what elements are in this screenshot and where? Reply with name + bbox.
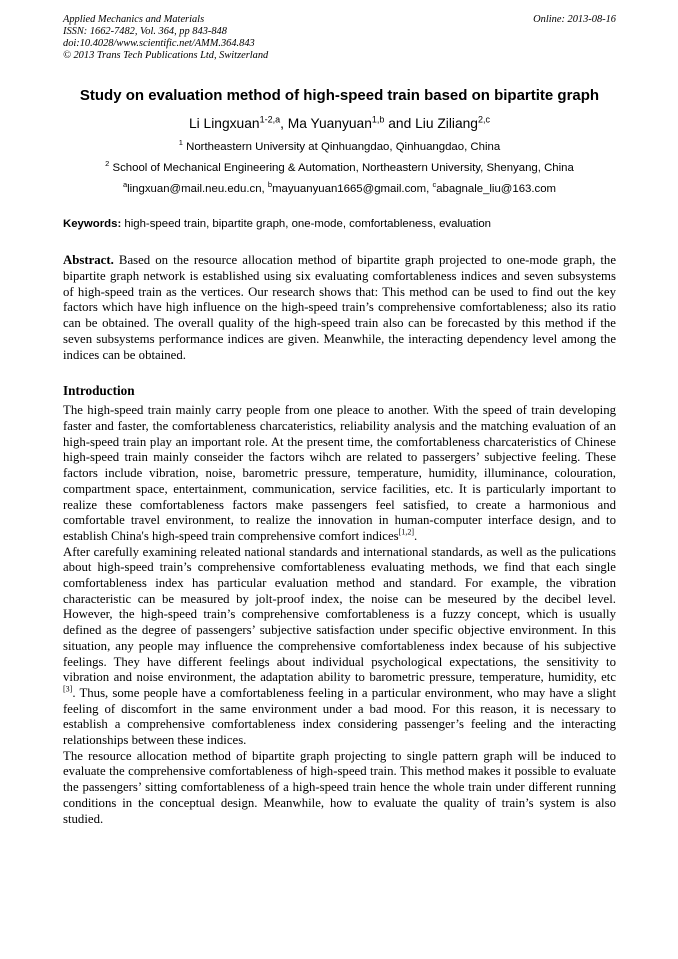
author-affiliation-marker: 1,b bbox=[371, 114, 385, 125]
email-address: abagnale_liu@163.com bbox=[436, 183, 557, 196]
email-address: mayuanyuan1665@gmail.com bbox=[272, 183, 427, 196]
journal-header bbox=[63, 14, 616, 62]
author-affiliation-marker: 2,c bbox=[477, 114, 490, 125]
paragraph-text: The resource allocation method of bipartite graph projecting to single pattern graph will be induced to evaluate the comprehensive comfortableness of high-speed train. This method makes it possible to evaluate the passengers’ sitting comfortableness of a high-speed train hence the whole train under different running conditions in the conceptual design. Meanwhile, how to evaluate the quality of train’s system is also studied. bbox=[63, 748, 616, 826]
affiliation-line bbox=[63, 139, 616, 155]
journal-doi-line: doi:10.4028/www.scientific.net/AMM.364.843 bbox=[63, 38, 255, 50]
author-name: Liu Ziliang bbox=[415, 116, 478, 132]
reference-marker: [1,2] bbox=[398, 527, 414, 537]
paragraph-text: . bbox=[413, 528, 418, 543]
email-marker: c bbox=[432, 180, 437, 190]
body-paragraph bbox=[63, 749, 616, 828]
emails-line bbox=[63, 181, 616, 197]
online-date: Online: 2013-08-16 bbox=[533, 14, 616, 25]
abstract-label: Abstract. bbox=[63, 253, 114, 268]
affiliation-marker: 1 bbox=[178, 138, 183, 148]
abstract-text: Based on the resource allocation method of bipartite graph projected to one-mode graph, the bipartite graph network is established using six evaluating comfortableness indices and seven subsystems of high-speed train as the vertices. Our research shows that: This method can be used to find out the key factors which have high influence on the high-speed train’s comprehensive comfortableness; also its ratio can be obtained. The overall quality of the high-speed train also can be forecasted by this method if the seven subsystems performance indices are given. Meanwhile, the interacting dependency level among the indices can be obtained. bbox=[63, 253, 616, 362]
paragraph-text: After carefully examining releated national standards and international standards, as well as the pulications about high-speed train’s comprehensive comfortableness evaluating methods, we find that each single comfortableness index has particular evaluation method and standard. For example, the vibration characteristic can be measured by jolt-proof index, the noise can be meseured by the decibel level. However, the high-speed train’s comprehensive comfortableness is a fuzzy concept, which is usually defined as the degree of passengers’ subjective satisfaction under specific objective environment. In this situation, any people may influence the comprehensive comfortableness index because of his subjective feelings. They have different feelings about individual psychological expectations, the sensitivity to vibration and noise environment, the adaptation ability to barometric pressure, temperature, humidity, etc bbox=[63, 544, 616, 685]
journal-issn-line: ISSN: 1662-7482, Vol. 364, pp 843-848 bbox=[63, 26, 227, 38]
email-address: lingxuan@mail.neu.edu.cn bbox=[127, 183, 262, 196]
affiliations-block bbox=[63, 139, 616, 176]
authors-line bbox=[63, 114, 616, 134]
keywords-label: Keywords: bbox=[63, 218, 122, 231]
body-paragraph bbox=[63, 545, 616, 749]
keywords-text: high-speed train, bipartite graph, one-mode, comfortableness, evaluation bbox=[121, 218, 492, 231]
affiliation-text: School of Mechanical Engineering & Automation, Northeastern University, Shenyang, China bbox=[109, 162, 574, 175]
email-marker: b bbox=[267, 180, 273, 190]
journal-meta bbox=[63, 14, 268, 62]
email-separator: , bbox=[261, 183, 268, 196]
author-name: Ma Yuanyuan bbox=[287, 116, 372, 132]
section-heading-introduction: Introduction bbox=[63, 383, 135, 399]
author-name: Li Lingxuan bbox=[188, 116, 260, 132]
reference-marker: [3] bbox=[63, 684, 73, 694]
affiliation-line bbox=[63, 160, 616, 176]
email-separator: , bbox=[426, 183, 433, 196]
author-separator: and bbox=[384, 116, 416, 132]
paragraph-text: The high-speed train mainly carry people from one pleace to another. With the speed of train developing faster and faster, the comfortableness charcateristics, reliability analysis and the matching evaluation of an high-speed train play an important role. At the present time, the comfortableness charcateristics of Chinese high-speed train mainly conseider the factors wihch are related to passergers’ subjective feeling. These factors include vibration, noise, barometric pressure, temperature, humidity, illuminance, colouration, compartment space, entertainment, communication, service facilities, etc. It is particularly important to realize these comfortableness factors make passengers feel satisfied, to create a harmonious and comfortable travel environment, to realize the innovation in human-computer interface design, and to establish China's high-speed train comprehensive comfort indices bbox=[63, 403, 616, 543]
introduction-body bbox=[63, 403, 616, 827]
body-paragraph bbox=[63, 403, 616, 544]
abstract-paragraph bbox=[63, 253, 616, 363]
keywords-line bbox=[63, 217, 616, 232]
journal-copyright-line: © 2013 Trans Tech Publications Ltd, Switzerland bbox=[63, 50, 269, 62]
email-marker: a bbox=[122, 180, 128, 190]
author-affiliation-marker: 1-2,a bbox=[259, 114, 281, 125]
affiliation-text: Northeastern University at Qinhuangdao, Qinhuangdao, China bbox=[182, 141, 501, 154]
journal-title: Applied Mechanics and Materials bbox=[63, 14, 205, 25]
author-separator: , bbox=[280, 116, 288, 132]
affiliation-marker: 2 bbox=[105, 159, 110, 169]
paragraph-text: . Thus, some people have a comfortableness feeling in a particular environment, who may have a slight feeling of discomfort in the same environment under a bad mood. For this reason, it is necessary to establish a comprehensive comfortableness index considering passenger’s feeling and the interacting relationships between these indices. bbox=[63, 685, 616, 748]
paper-title: Study on evaluation method of high-speed train based on bipartite graph bbox=[79, 87, 600, 105]
